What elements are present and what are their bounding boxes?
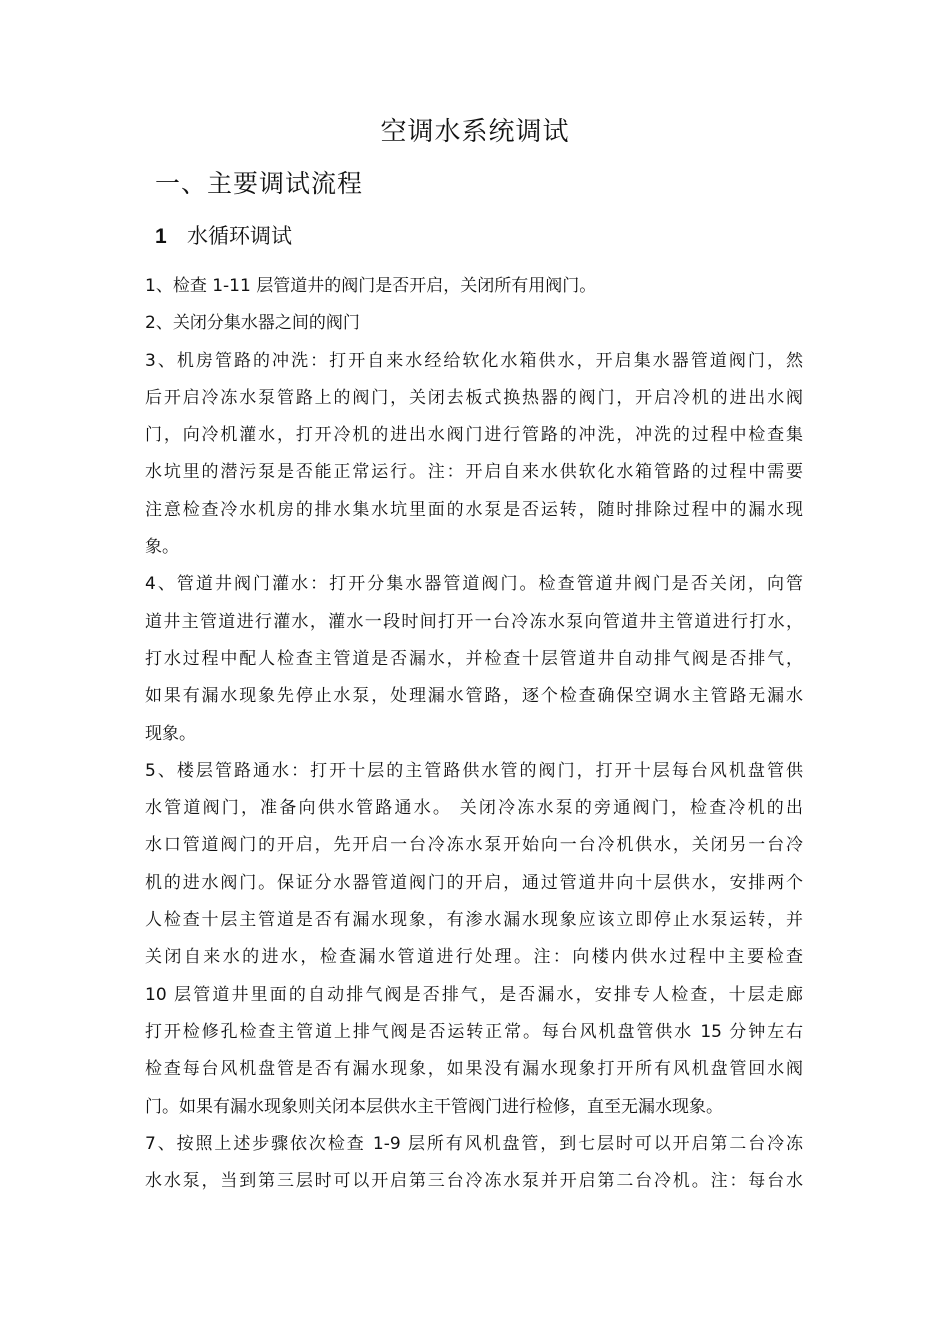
text-line: 现象。	[145, 723, 196, 744]
text-line: 人检查十层主管道是否有漏水现象，有渗水漏水现象应该立即停止水泵运转，并	[145, 910, 803, 931]
text-line: 检查每台风机盘管是否有漏水现象，如果没有漏水现象打开所有风机盘管回水阀	[145, 1059, 803, 1080]
document-title: 空调水系统调试	[380, 117, 570, 147]
text-line: 2、关闭分集水器之间的阀门	[145, 313, 360, 334]
sub-heading-number: 1	[155, 225, 167, 248]
text-line: 7、按照上述步骤依次检查 1-9 层所有风机盘管，到七层时可以开启第二台冷冻	[145, 1133, 803, 1154]
text-line: 后开启冷冻水泵管路上的阀门，关闭去板式换热器的阀门，开启冷机的进出水阀	[145, 387, 803, 408]
text-line: 10 层管道井里面的自动排气阀是否排气，是否漏水，安排专人检查，十层走廊	[145, 984, 803, 1005]
body-text	[145, 268, 803, 1200]
text-line: 门。如果有漏水现象则关闭本层供水主干管阀门进行检修，直至无漏水现象。	[145, 1096, 723, 1117]
text-line: 4、管道井阀门灌水：打开分集水器管道阀门。检查管道井阀门是否关闭，向管	[145, 574, 803, 595]
text-line: 打水过程中配人检查主管道是否漏水，并检查十层管道井自动排气阀是否排气，	[145, 648, 803, 669]
text-line: 5、楼层管路通水：打开十层的主管路供水管的阀门，打开十层每台风机盘管供	[145, 760, 803, 781]
text-line: 1、检查 1-11 层管道井的阀门是否开启，关闭所有用阀门。	[145, 276, 597, 296]
text-line: 水口管道阀门的开启，先开启一台冷冻水泵开始向一台冷机供水，关闭另一台冷	[145, 835, 803, 856]
text-line: 注意检查冷水机房的排水集水坑里面的水泵是否运转，随时排除过程中的漏水现	[145, 499, 803, 520]
text-line: 打开检修孔检查主管道上排气阀是否运转正常。每台风机盘管供水 15 分钟左右	[145, 1021, 803, 1042]
text-line: 水水泵，当到第三层时可以开启第三台冷冻水泵并开启第二台冷机。注：每台水	[145, 1171, 803, 1192]
text-line: 关闭自来水的进水，检查漏水管道进行处理。注：向楼内供水过程中主要检查	[145, 947, 803, 968]
text-line: 机的进水阀门。保证分水器管道阀门的开启，通过管道井向十层供水，安排两个	[145, 872, 803, 893]
text-line: 3、机房管路的冲洗：打开自来水经给软化水箱供水，开启集水器管道阀门，然	[145, 350, 803, 371]
text-line: 水坑里的潜污泵是否能正常运行。注：开启自来水供软化水箱管路的过程中需要	[145, 462, 803, 483]
text-line: 如果有漏水现象先停止水泵，处理漏水管路，逐个检查确保空调水主管路无漏水	[145, 686, 803, 707]
section-heading: 一、主要调试流程	[155, 169, 364, 198]
text-line: 象。	[145, 537, 179, 558]
text-line: 水管道阀门，准备向供水管路通水。 关闭冷冻水泵的旁通阀门，检查冷机的出	[145, 798, 803, 819]
sub-heading	[155, 220, 292, 253]
text-line: 道井主管道进行灌水，灌水一段时间打开一台冷冻水泵向管道井主管道进行打水，	[145, 611, 803, 632]
sub-heading-text: 水循环调试	[187, 224, 292, 248]
text-line: 门，向冷机灌水，打开冷机的进出水阀门进行管路的冲洗，冲洗的过程中检查集	[145, 425, 803, 446]
